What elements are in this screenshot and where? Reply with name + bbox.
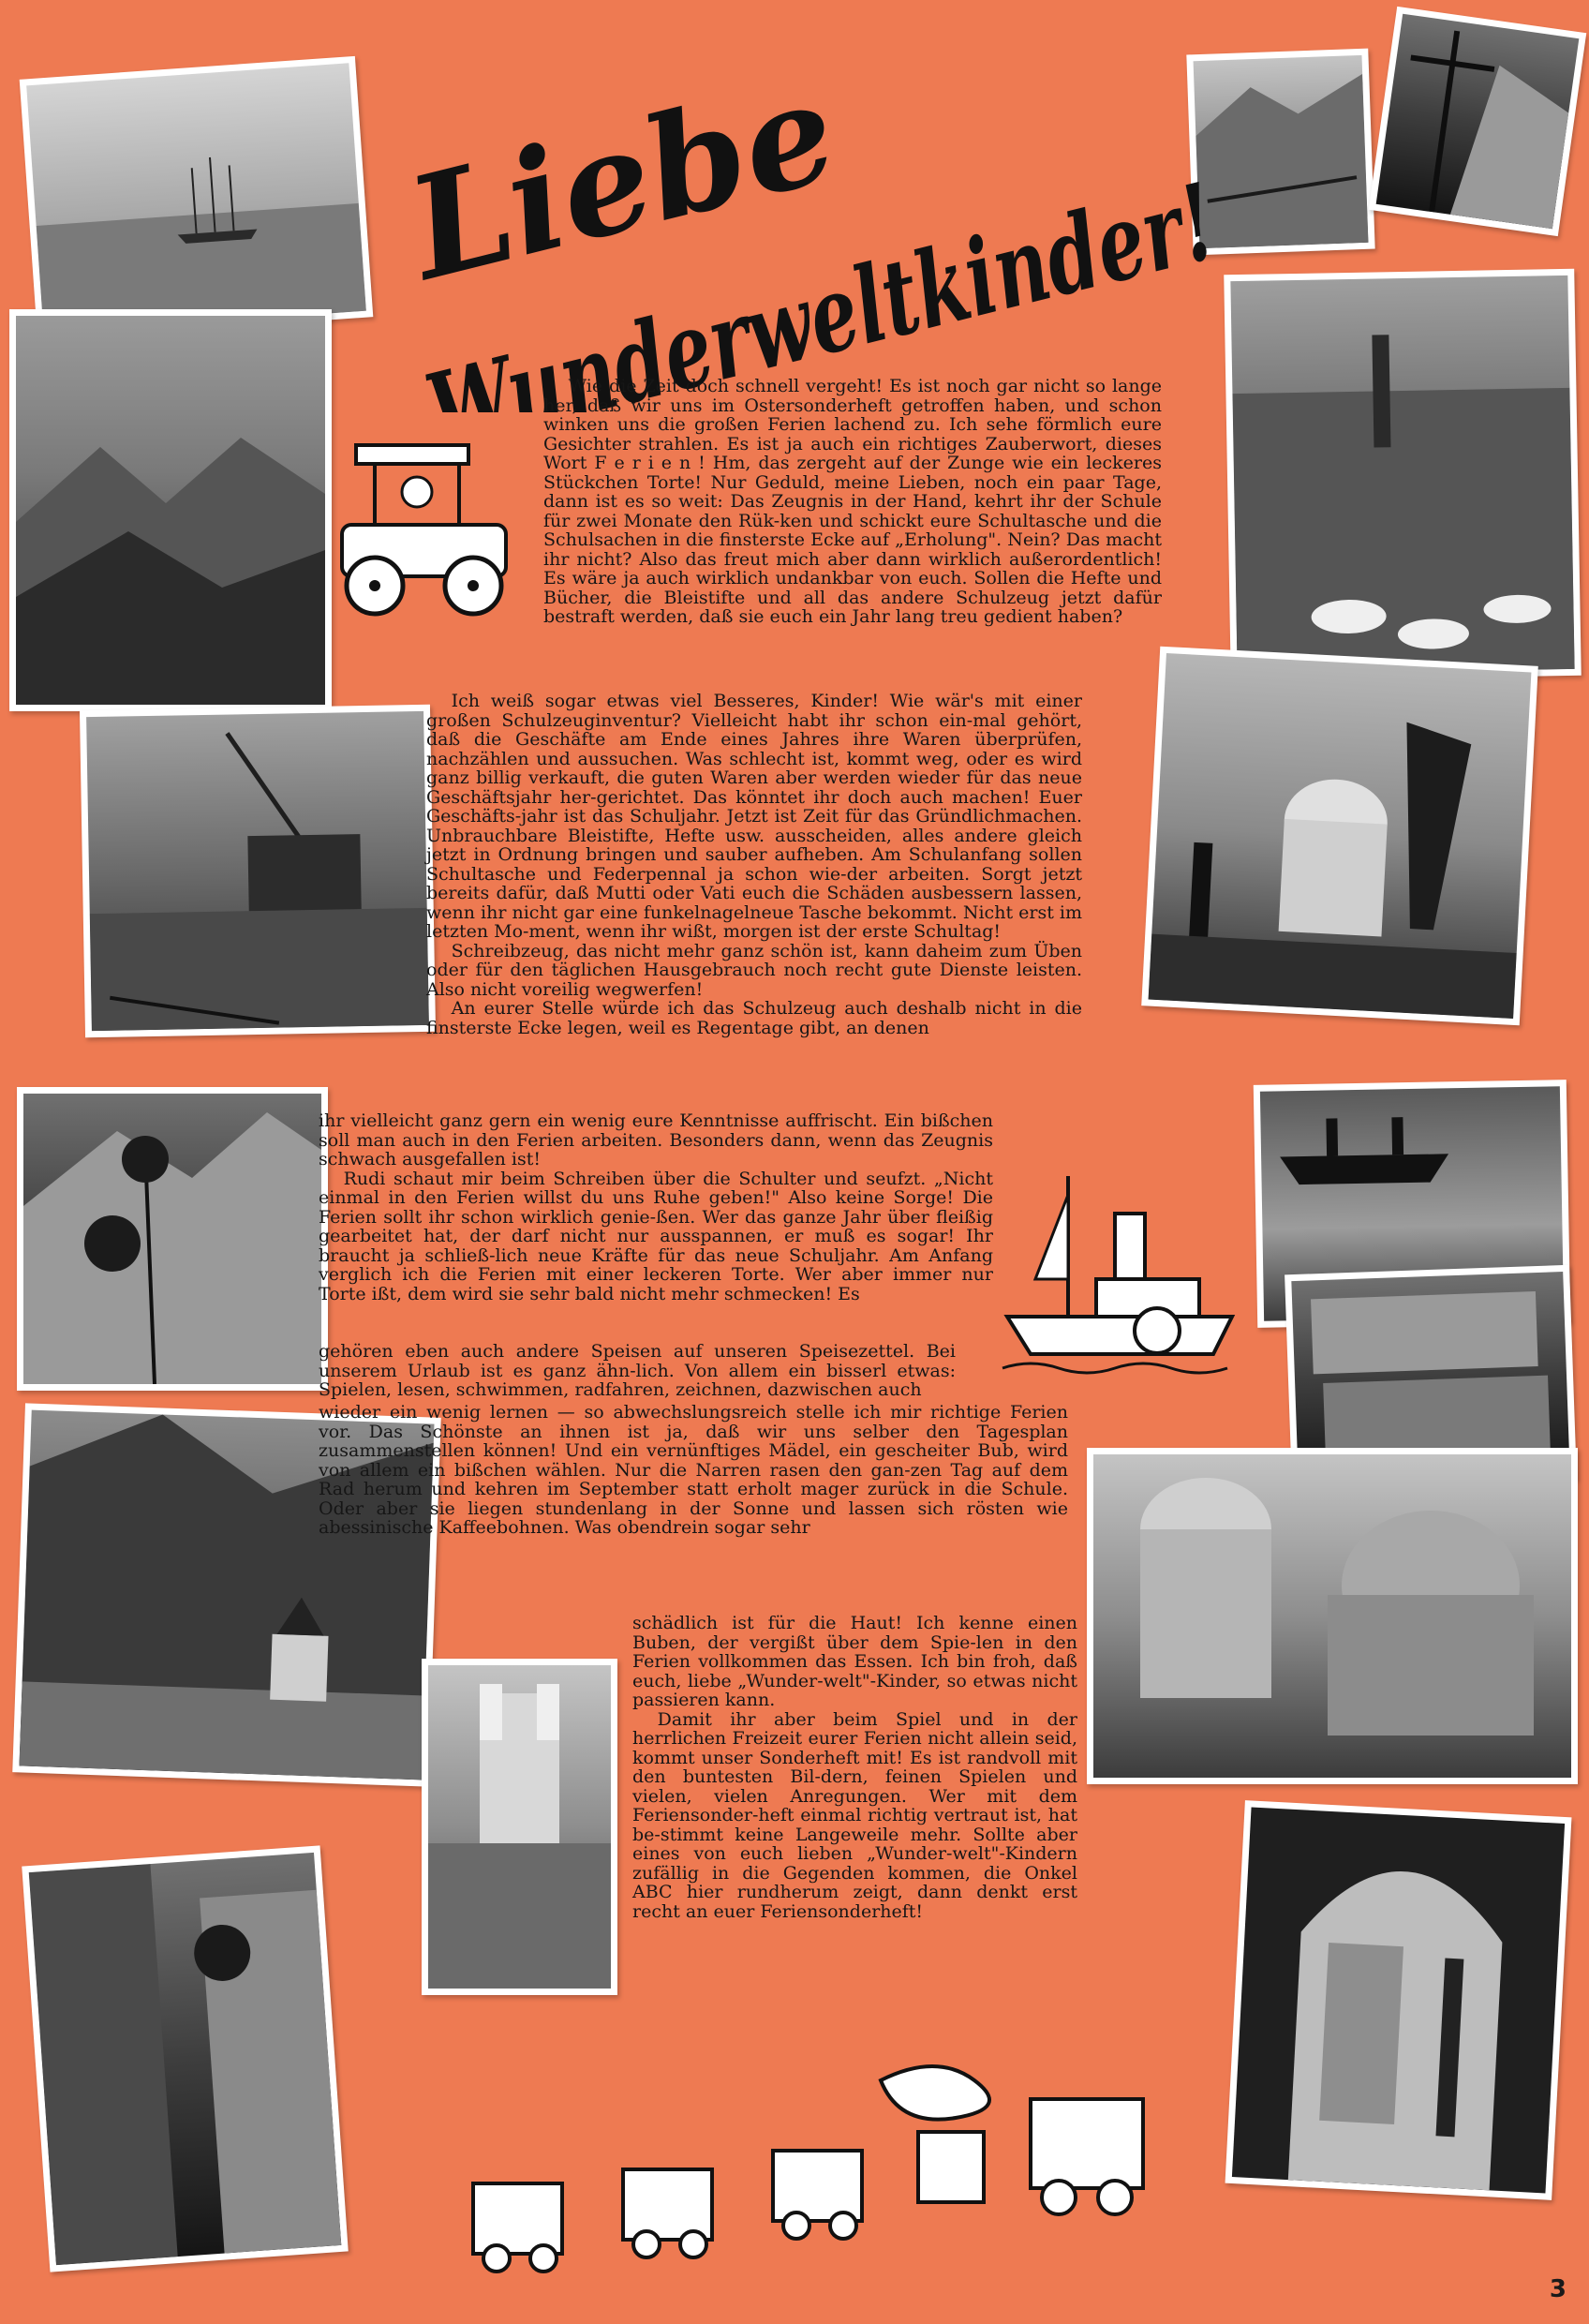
photo-wayside-cross: [1369, 7, 1586, 236]
vintage-car-drawing: [319, 426, 534, 642]
photo-old-town-street: [22, 1845, 348, 2272]
photo-town-overview: [1224, 269, 1582, 681]
photo-harbor-crane: [80, 705, 436, 1037]
photo-archway-square: [1225, 1800, 1572, 2200]
photo-mountain-valley: [9, 309, 332, 711]
article-paragraph: gehören eben auch andere Speisen auf unseren Speisezettel. Bei unserem Urlaub ist es ganz ähn-lich. Von allem ein bisserl etwas: Spielen, lesen, schwimmen, radfahren, zeichnen, dazwischen auch: [319, 1341, 956, 1400]
article-paragraph: Rudi schaut mir beim Schreiben über die Schulter und seufzt. „Nicht einmal in den Ferien willst du uns Ruhe geben!" Also keine Sorge! Die Ferien sollt ihr schon wirklich genie-ßen. Wer das ganze Jahr über fleißig gearbeitet hat, der darf nicht nur ausspannen, er muß es sogar! Ihr braucht ja schließ-lich neue Kräfte für das neue Schuljahr. Am Anfang verglich ich die Ferien mit einer leckeren Torte. Wer aber immer nur Torte ißt, dem wird sie sehr bald nicht mehr schmecken! Es: [319, 1168, 993, 1304]
photo-pisa-cathedral: [1087, 1448, 1578, 1784]
photo-alpine-flowers: [17, 1087, 328, 1391]
article-paragraph: Schreibzeug, das nicht mehr ganz schön ist, kann daheim zum Üben oder für den täglichen Hausgebrauch noch recht gute Dienste leisten. Also nicht voreilig wegwerfen!: [426, 940, 1082, 1000]
photo-sailing-ship: [20, 56, 374, 340]
headline: [379, 56, 1223, 412]
article-paragraph: Damit ihr aber beim Spiel und in der herrlichen Freizeit eurer Ferien nicht allein seid, kommt unser Sonderheft mit! Es ist randvoll mit den buntesten Bil-dern, feinen Spielen und vielen, vielen Anregungen. Wer mit dem Feriensonder-heft einmal richtig vertraut ist, hat be-stimmt keine Langeweile mehr. Sollte aber eines von euch lieben „Wunder-welt"-Kindern zufällig in die Gegenden kommen, die Onkel ABC hier rundherum zeigt, dann denkt erst recht an euer Feriensonderheft!: [632, 1708, 1077, 1922]
steamboat-drawing: [993, 1176, 1246, 1382]
article-block-middle: [426, 692, 1082, 1037]
toy-train-drawing: [450, 2043, 1171, 2287]
headline-line1: Liebe: [394, 56, 852, 313]
headline-line2: Wunderweltkinder!: [416, 80, 1223, 412]
article-paragraph: schädlich ist für die Haut! Ich kenne einen Buben, der vergißt über dem Spie-len in den Ferien vollkommen das Essen. Ich bin froh, daß euch, liebe „Wunder-welt"-Kinder, so etwas nicht passieren kann.: [632, 1613, 1077, 1710]
article-block-lower: [319, 1111, 993, 1304]
article-paragraph: Wie die Zeit doch schnell vergeht! Es ist noch gar nicht so lange her, daß wir uns im Ostersonderheft getroffen haben, und schon winken uns die großen Ferien lachend zu. Ich sehe förmlich eure Gesichter strahlen. Es ist ja auch ein richtiges Zauberwort, dieses Wort F e r i e n ! Hm, das zergeht auf der Zunge wie ein leckeres Stückchen Torte! Nur Geduld, meine Lieben, noch ein paar Tage, dann ist es so weit: Das Zeugnis in der Hand, kehrt ihr der Schule für zwei Monate den Rük-ken und schickt eure Schultasche und die Schulsachen in die finsterste Ecke auf „Erholung". Nein? Das macht ihr nicht? Also das freut mich aber dann wirklich außerordentlich! Es wäre ja auch wirklich undankbar von euch. Sollen die Hefte und Bücher, die Bleistifte und all das andere Schulzeug jetzt dafür bestraft werden, daß sie euch ein Jahr lang treu gedient haben?: [543, 376, 1162, 627]
article-paragraph: ihr vielleicht ganz gern ein wenig eure Kenntnisse auffrischt. Ein bißchen soll man auch in den Ferien arbeiten. Besonders dann, wenn das Zeugnis schwach ausgefallen ist!: [319, 1110, 993, 1169]
article-paragraph: Ich weiß sogar etwas viel Besseres, Kinder! Wie wär's mit einer großen Schulzeuginventur? Vielleicht habt ihr schon ein-mal gehört, daß die Geschäfte am Ende eines Jahres ihre Waren überprüfen, nachzählen und aussuchen. Was schlecht ist, kommt weg, oder es wird ganz billig verkauft, die guten Waren aber werden wieder für das neue Geschäftsjahr her-gerichtet. Das könntet ihr doch auch machen! Euer Geschäfts-jahr ist das Schuljahr. Jetzt ist Zeit für das Gründlichmachen. Unbrauchbare Bleistifte, Hefte usw. ausscheiden, alles andere gleich jetzt in Ordnung bringen und sauber aufheben. Am Schulanfang sollen Schultasche und Federpennal ja schon wie-der arbeiten. Sorgt jetzt bereits dafür, daß Mutti oder Vati euch die Schäden ausbessern lassen, wenn ihr nicht gar eine funkelnagelneue Tasche bekommt. Nicht erst im letzten Mo-ment, wenn ihr wißt, morgen ist der erste Schultag!: [426, 691, 1082, 942]
photo-domed-church: [1141, 647, 1538, 1026]
article-block-closing: [632, 1614, 1077, 1921]
page-number: 3: [1549, 2275, 1567, 2303]
article-block-narrow: [319, 1342, 956, 1400]
article-paragraph: An eurer Stelle würde ich das Schulzeug auch deshalb nicht in die finsterste Ecke legen, weil es Regentage gibt, an denen: [426, 998, 1082, 1038]
article-paragraph: wieder ein wenig lernen — so abwechslungsreich stelle ich mir richtige Ferien vor. Das Schönste an ihnen ist ja, daß wir uns selber den Tagesplan zusammenstellen können! Und ein vernünftiges Mädel, ein gescheiter Bub, wird von allem ein bißchen wählen. Nur die Narren rasen den gan-zen Tag auf dem Rad herum und kehren im September statt erholt mager zurück in die Schule. Oder aber sie liegen stundenlang in der Sonne und lassen sich rösten wie abessinische Kaffeebohnen. Was obendrein sogar sehr: [319, 1402, 1068, 1538]
article-block-wide: [319, 1403, 1068, 1538]
photo-spanish-steps: [422, 1659, 617, 1995]
article-block-intro: [543, 377, 1162, 627]
